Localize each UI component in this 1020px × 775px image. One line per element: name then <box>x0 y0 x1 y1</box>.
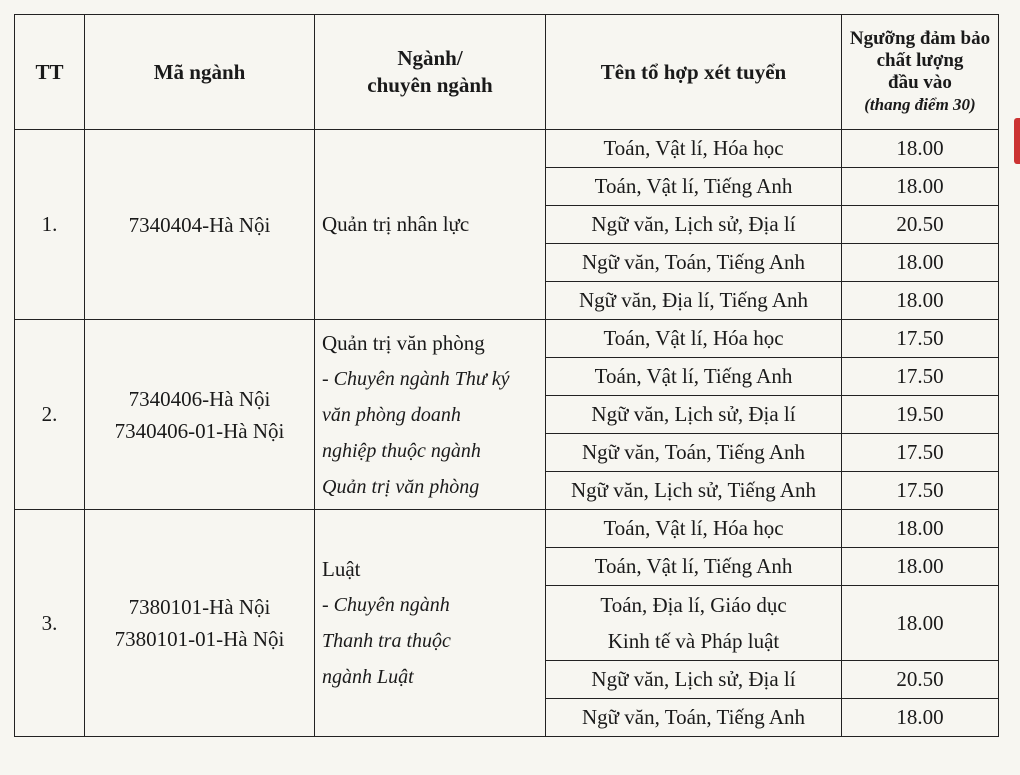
specialization-line: - Chuyên ngành Thư ký <box>322 367 510 390</box>
table-row <box>15 510 999 548</box>
header-code: Mã ngành <box>85 15 315 130</box>
header-major <box>315 15 546 130</box>
combo-cell: Ngữ văn, Lịch sử, Địa lí <box>546 206 842 244</box>
combo-cell: Ngữ văn, Lịch sử, Địa lí <box>546 661 842 699</box>
combo-line: Kinh tế và Pháp luật <box>607 629 780 653</box>
major-code: 7340406-Hà Nội <box>128 386 271 411</box>
header-combo: Tên tổ hợp xét tuyển <box>546 15 842 130</box>
major-name: Quản trị nhân lực <box>322 212 470 236</box>
group-tt: 1. <box>15 130 85 320</box>
combo-cell: Toán, Vật lí, Hóa học <box>546 510 842 548</box>
table-header-row <box>15 15 999 130</box>
group-code <box>85 320 315 510</box>
group-code <box>85 130 315 320</box>
header-threshold-line3: đầu vào <box>888 72 952 93</box>
specialization-line: ngành Luật <box>322 666 414 688</box>
combo-cell: Ngữ văn, Toán, Tiếng Anh <box>546 244 842 282</box>
major-code: 7340404-Hà Nội <box>128 212 271 237</box>
combo-cell: Ngữ văn, Toán, Tiếng Anh <box>546 699 842 737</box>
combo-cell: Toán, Vật lí, Tiếng Anh <box>546 548 842 586</box>
header-major-line2: chuyên ngành <box>367 73 493 97</box>
header-threshold-line2: chất lượng <box>876 50 964 71</box>
group-major <box>315 510 546 737</box>
score-cell: 17.50 <box>842 434 999 472</box>
admission-threshold-table <box>14 14 999 737</box>
score-cell: 18.00 <box>842 130 999 168</box>
score-cell: 18.00 <box>842 168 999 206</box>
major-code: 7340406-01-Hà Nội <box>114 418 285 443</box>
header-threshold-line1: Ngưỡng đảm bảo <box>849 28 991 49</box>
table-row <box>15 130 999 168</box>
group-tt: 3. <box>15 510 85 737</box>
major-name: Luật <box>322 557 361 581</box>
specialization-line: nghiệp thuộc ngành <box>322 439 481 462</box>
score-cell: 20.50 <box>842 661 999 699</box>
score-cell: 18.00 <box>842 510 999 548</box>
specialization-line: văn phòng doanh <box>322 403 461 426</box>
score-cell: 17.50 <box>842 358 999 396</box>
specialization-line: - Chuyên ngành <box>322 594 450 616</box>
major-name: Quản trị văn phòng <box>322 330 485 355</box>
score-cell: 18.00 <box>842 282 999 320</box>
combo-cell: Toán, Vật lí, Hóa học <box>546 130 842 168</box>
score-cell: 18.00 <box>842 586 999 661</box>
table-row <box>15 320 999 358</box>
major-code: 7380101-Hà Nội <box>128 595 271 619</box>
header-tt: TT <box>15 15 85 130</box>
group-major <box>315 320 546 510</box>
combo-cell: Ngữ văn, Lịch sử, Địa lí <box>546 396 842 434</box>
score-cell: 17.50 <box>842 320 999 358</box>
score-cell: 20.50 <box>842 206 999 244</box>
score-cell: 17.50 <box>842 472 999 510</box>
group-tt: 2. <box>15 320 85 510</box>
group-major <box>315 130 546 320</box>
combo-cell: Ngữ văn, Lịch sử, Tiếng Anh <box>546 472 842 510</box>
score-cell: 19.50 <box>842 396 999 434</box>
group-code <box>85 510 315 737</box>
combo-cell: Toán, Vật lí, Hóa học <box>546 320 842 358</box>
header-threshold <box>842 15 999 130</box>
combo-cell <box>546 586 842 661</box>
specialization-line: Quản trị văn phòng <box>322 475 480 498</box>
combo-cell: Toán, Vật lí, Tiếng Anh <box>546 168 842 206</box>
header-major-line1: Ngành/ <box>397 46 463 70</box>
score-cell: 18.00 <box>842 699 999 737</box>
page-edge-mark <box>1014 118 1020 164</box>
combo-cell: Ngữ văn, Địa lí, Tiếng Anh <box>546 282 842 320</box>
header-threshold-scale: (thang điểm 30) <box>864 95 976 114</box>
combo-cell: Ngữ văn, Toán, Tiếng Anh <box>546 434 842 472</box>
combo-cell: Toán, Vật lí, Tiếng Anh <box>546 358 842 396</box>
score-cell: 18.00 <box>842 244 999 282</box>
score-cell: 18.00 <box>842 548 999 586</box>
specialization-line: Thanh tra thuộc <box>322 630 451 652</box>
major-code: 7380101-01-Hà Nội <box>114 627 285 651</box>
combo-line: Toán, Địa lí, Giáo dục <box>600 593 787 617</box>
